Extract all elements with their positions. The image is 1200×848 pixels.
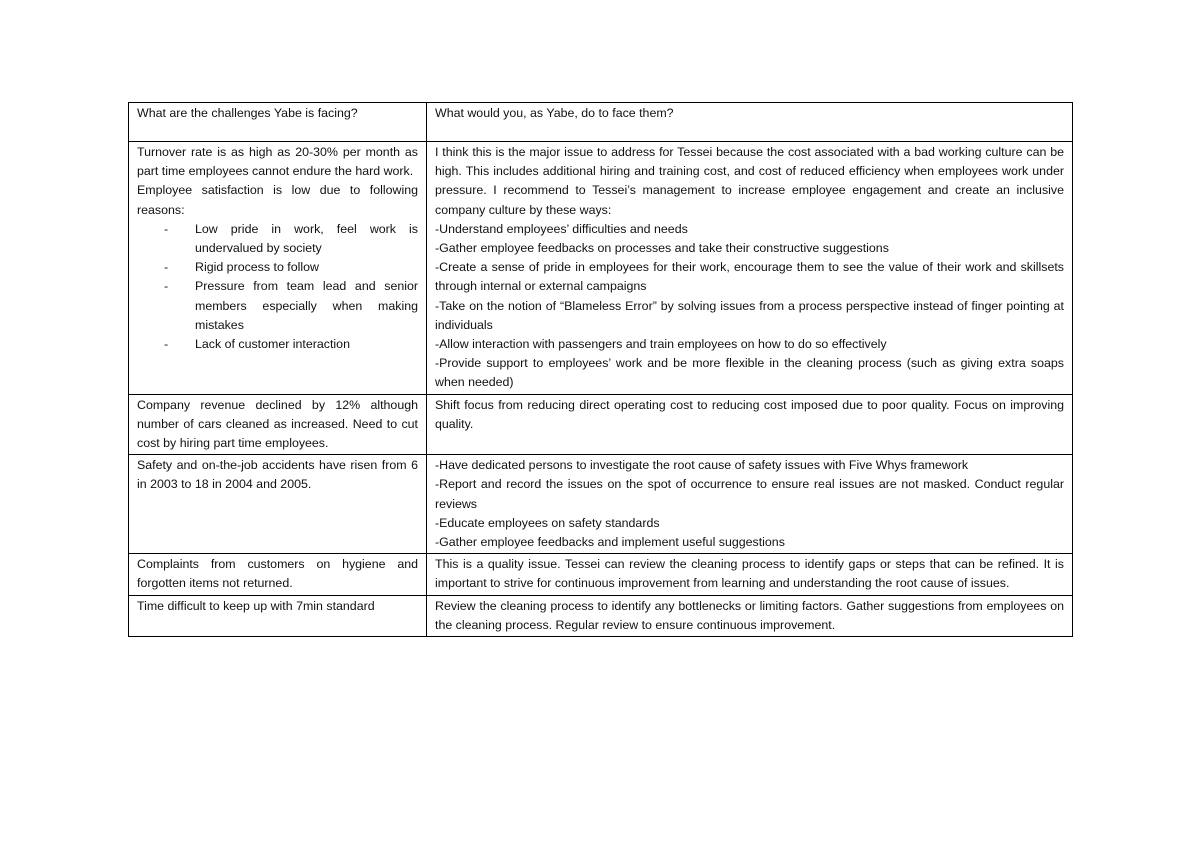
list-item <box>137 277 418 335</box>
reasons-list <box>137 220 418 354</box>
action-cell <box>427 142 1073 395</box>
action-line: -Report and record the issues on the spot of occurrence to ensure real issues are not masked. Conduct regular reviews <box>435 477 1064 511</box>
action-line: -Have dedicated persons to investigate the root cause of safety issues with Five Whys framework <box>435 458 969 473</box>
action-line: Shift focus from reducing direct operating cost to reducing cost imposed due to poor quality. Focus on improving quality. <box>435 397 1064 431</box>
list-item-text: Pressure from team lead and senior members especially when making mistakes <box>195 279 418 332</box>
action-cell <box>427 595 1073 636</box>
header-actions-cell: What would you, as Yabe, do to face them? <box>427 103 1073 142</box>
bullet-dash: - <box>164 260 169 275</box>
bullet-dash: - <box>164 337 169 352</box>
action-line: -Gather employee feedbacks on processes and take their constructive suggestions <box>435 241 889 256</box>
challenges-actions-table <box>128 102 1073 637</box>
action-line: -Provide support to employees’ work and be more flexible in the cleaning process (such as giving extra soaps when needed) <box>435 356 1064 390</box>
action-line: -Educate employees on safety standards <box>435 515 660 530</box>
list-item-text: Rigid process to follow <box>195 260 319 275</box>
list-item <box>137 335 418 354</box>
challenge-cell: Company revenue declined by 12% although number of cars cleaned as increased. Need to cut cost by hiring part time employees. <box>129 394 427 455</box>
action-line: I think this is the major issue to address for Tessei because the cost associated with a bad working culture can be high. This includes additional hiring and training cost, and cost of reduced efficiency when employees work under pressure. I recommend to Tessei’s management to increase employee engagement and create an inclusive company culture by these ways: <box>435 145 1064 217</box>
list-item-text: Low pride in work, feel work is undervalued by society <box>195 221 418 256</box>
bullet-dash: - <box>164 221 169 236</box>
action-line: This is a quality issue. Tessei can review the cleaning process to identify gaps or steps that can be refined. It is important to strive for continuous improvement from learning and understanding the root cause of issues. <box>435 557 1064 591</box>
action-line: -Gather employee feedbacks and implement useful suggestions <box>435 535 785 550</box>
bullet-dash: - <box>164 279 169 294</box>
challenge-cell: Safety and on-the-job accidents have risen from 6 in 2003 to 18 in 2004 and 2005. <box>129 455 427 554</box>
table-header-row <box>129 103 1073 142</box>
action-line: Review the cleaning process to identify any bottlenecks or limiting factors. Gather suggestions from employees on the cleaning process. Regular review to ensure continuous improvement. <box>435 598 1064 632</box>
list-item-text: Lack of customer interaction <box>195 337 350 352</box>
action-cell <box>427 455 1073 554</box>
challenge-paragraph: Turnover rate is as high as 20-30% per month as part time employees cannot endure the hard work. <box>137 145 418 179</box>
action-line: -Allow interaction with passengers and train employees on how to do so effectively <box>435 337 887 352</box>
header-challenges-cell: What are the challenges Yabe is facing? <box>129 103 427 142</box>
action-cell <box>427 554 1073 595</box>
table-row <box>129 394 1073 455</box>
challenge-cell: Time difficult to keep up with 7min standard <box>129 595 427 636</box>
action-cell <box>427 394 1073 455</box>
action-line: -Understand employees’ difficulties and needs <box>435 221 688 236</box>
list-item <box>137 258 418 277</box>
table-row <box>129 595 1073 636</box>
table-row <box>129 554 1073 595</box>
table-row <box>129 455 1073 554</box>
challenge-cell <box>129 142 427 395</box>
action-line: -Create a sense of pride in employees for their work, encourage them to see the value of their work and skillsets through internal or external campaigns <box>435 260 1064 294</box>
challenge-paragraph: Employee satisfaction is low due to following reasons: <box>137 183 418 217</box>
list-item <box>137 220 418 258</box>
challenge-cell: Complaints from customers on hygiene and forgotten items not returned. <box>129 554 427 595</box>
table-row <box>129 142 1073 395</box>
action-line: -Take on the notion of “Blameless Error” by solving issues from a process perspective instead of finger pointing at individuals <box>435 298 1064 332</box>
